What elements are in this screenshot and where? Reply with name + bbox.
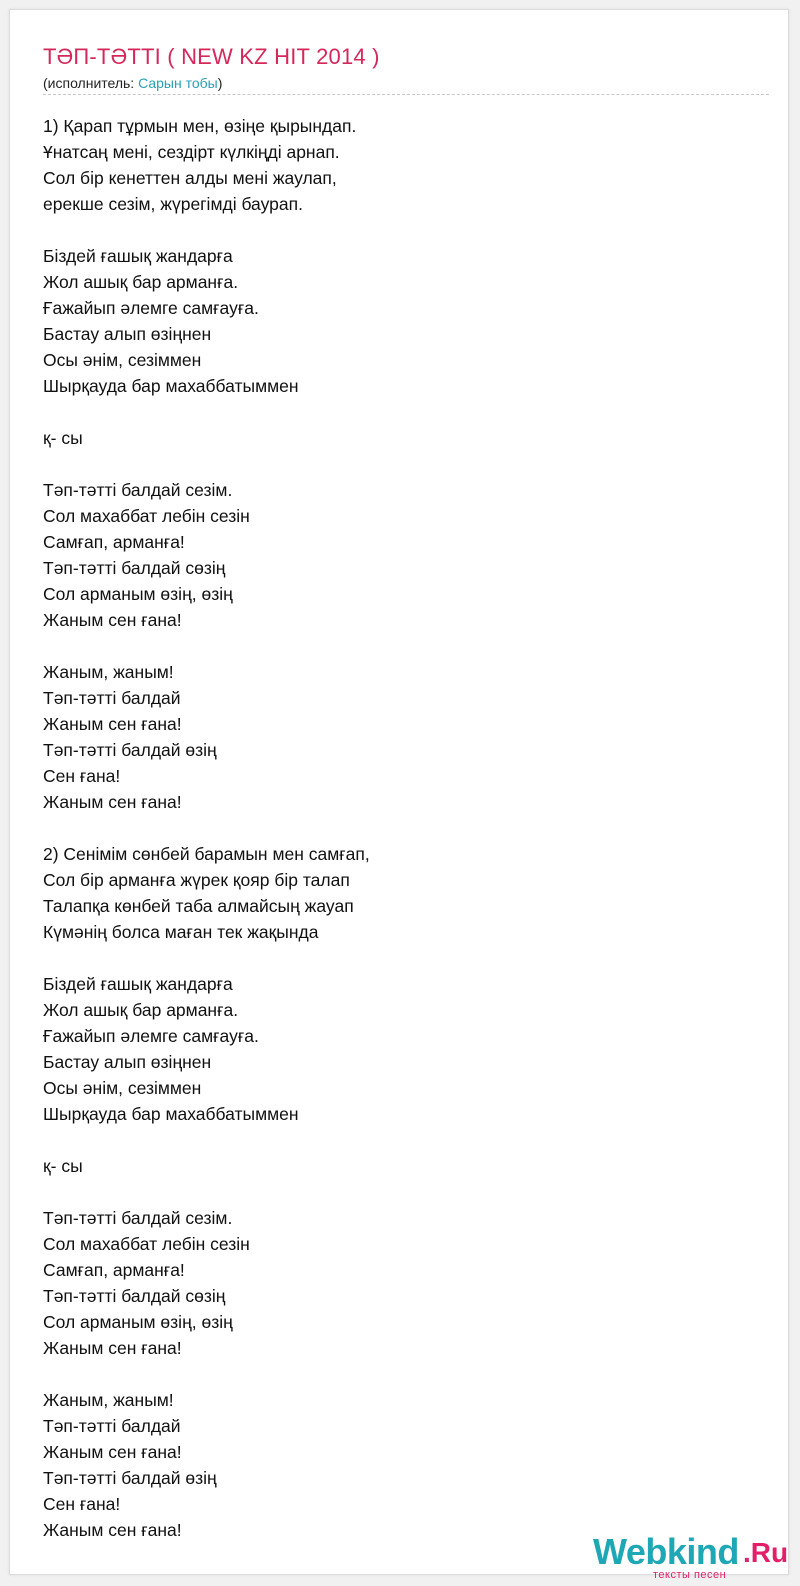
lyric-line: Жол ашық бар арманға. — [43, 272, 239, 292]
artist-prefix: (исполнитель: — [43, 75, 139, 91]
lyric-line: Осы әнім, сезіммен — [43, 350, 202, 370]
lyric-line: Талапқа көнбей таба алмайсың жауап — [43, 896, 354, 916]
lyric-line: Біздей ғашық жандарға — [43, 246, 233, 266]
lyrics-text — [43, 113, 763, 1543]
lyric-line: Тәп-тәтті балдай өзің — [43, 740, 217, 760]
lyric-line: Ғажайып әлемге самғауға. — [43, 298, 259, 318]
lyric-line: Тәп-тәтті балдай сөзің — [43, 558, 226, 578]
stanza-gap — [43, 217, 763, 243]
lyric-line: Жаным, жаным! — [43, 1390, 174, 1410]
lyric-line: Сол арманым өзің, өзің — [43, 1312, 233, 1332]
lyric-line: Бастау алып өзіңнен — [43, 324, 212, 344]
lyric-line: Тәп-тәтті балдай сезім. — [43, 480, 233, 500]
lyric-line: Жаным сен ғана! — [43, 1442, 182, 1462]
lyric-line: Тәп-тәтті балдай — [43, 1416, 181, 1436]
webkind-logo[interactable] — [593, 1531, 789, 1581]
lyric-line: Жаным сен ғана! — [43, 714, 182, 734]
stanza-gap — [43, 945, 763, 971]
song-title: ТӘП-ТӘТТІ ( NEW KZ HIT 2014 ) — [43, 44, 380, 69]
lyric-line: Самғап, арманға! — [43, 532, 185, 552]
stanza-gap — [43, 1127, 763, 1153]
lyric-line: 2) Сенімім сөнбей барамын мен самғап, — [43, 844, 370, 864]
lyric-line: Сол бір арманға жүрек қояр бір талап — [43, 870, 350, 890]
lyric-line: ерекше сезім, жүрегімді баурап. — [43, 194, 303, 214]
stanza-gap — [43, 1361, 763, 1387]
lyric-line: Жаным, жаным! — [43, 662, 174, 682]
lyric-line: қ- сы — [43, 1156, 83, 1176]
lyric-line: Самғап, арманға! — [43, 1260, 185, 1280]
lyric-line: Шырқауда бар махаббатыммен — [43, 1104, 299, 1124]
lyric-line: Осы әнім, сезіммен — [43, 1078, 202, 1098]
lyric-line: Жаным сен ғана! — [43, 610, 182, 630]
artist-link[interactable]: Сарын тобы — [138, 75, 218, 91]
lyric-line: Жаным сен ғана! — [43, 1520, 182, 1540]
lyric-line: Тәп-тәтті балдай сезім. — [43, 1208, 233, 1228]
lyric-line: Жаным сен ғана! — [43, 1338, 182, 1358]
artist-suffix: ) — [217, 75, 223, 91]
lyric-line: Тәп-тәтті балдай — [43, 688, 181, 708]
lyric-line: Сол бір кенеттен алды мені жаулап, — [43, 168, 337, 188]
lyric-line: қ- сы — [43, 428, 83, 448]
lyric-line: Тәп-тәтті балдай сөзің — [43, 1286, 226, 1306]
stanza-gap — [43, 451, 763, 477]
artist-line — [43, 75, 222, 91]
lyric-line: Сол арманым өзің, өзің — [43, 584, 233, 604]
lyric-line: Ұнатсаң мені, сездірт күлкіңді арнап. — [43, 142, 340, 162]
lyric-line: Тәп-тәтті балдай өзің — [43, 1468, 217, 1488]
stanza-gap — [43, 399, 763, 425]
stanza-gap — [43, 815, 763, 841]
title-divider — [43, 94, 769, 95]
lyric-line: Жаным сен ғана! — [43, 792, 182, 812]
lyric-line: Сол махаббат лебін сезін — [43, 506, 250, 526]
lyric-line: 1) Қарап тұрмын мен, өзіңе қырындап. — [43, 116, 357, 136]
logo-tagline: тексты песен — [653, 1569, 727, 1581]
lyric-line: Жол ашық бар арманға. — [43, 1000, 239, 1020]
lyric-line: Бастау алып өзіңнен — [43, 1052, 212, 1072]
lyrics-card — [9, 9, 789, 1581]
stanza-gap — [43, 1179, 763, 1205]
logo-domain: .Ru — [743, 1537, 789, 1568]
lyric-line: Сол махаббат лебін сезін — [43, 1234, 250, 1254]
lyric-line: Ғажайып әлемге самғауға. — [43, 1026, 259, 1046]
lyric-line: Шырқауда бар махаббатыммен — [43, 376, 299, 396]
logo-wordmark: Webkind — [593, 1531, 739, 1572]
lyric-line: Күмәнің болса маған тек жақында — [43, 922, 319, 942]
lyric-line: Біздей ғашық жандарға — [43, 974, 233, 994]
lyric-line: Сен ғана! — [43, 1494, 121, 1514]
lyric-line: Сен ғана! — [43, 766, 121, 786]
stanza-gap — [43, 633, 763, 659]
